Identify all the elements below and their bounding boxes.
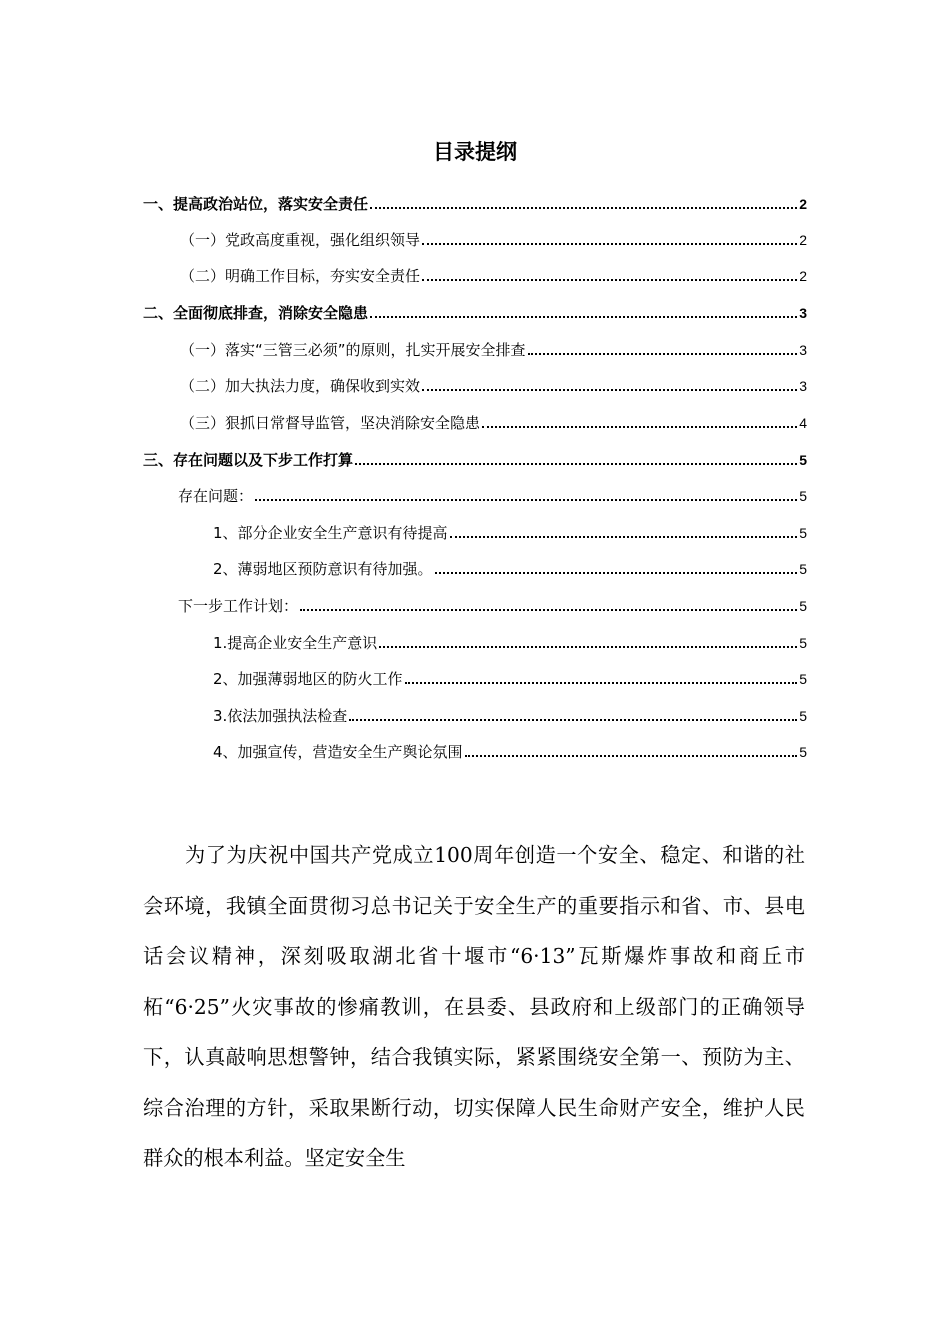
toc-entry-page: 2 — [799, 196, 807, 212]
toc-entry[interactable] — [143, 294, 807, 324]
toc-entry-page: 5 — [799, 561, 807, 577]
toc-leader-dots — [450, 536, 798, 538]
toc-entry[interactable] — [180, 331, 807, 361]
toc-leader-dots — [422, 279, 797, 281]
toc-entry-text: 2、薄弱地区预防意识有待加强。 — [213, 560, 433, 578]
toc-entry[interactable] — [213, 624, 807, 654]
toc-entry-page: 2 — [799, 232, 807, 248]
toc-entry-page: 5 — [799, 488, 807, 504]
toc-leader-dots — [370, 207, 797, 209]
toc-leader-dots — [422, 243, 797, 245]
toc-entry-page: 4 — [799, 415, 807, 431]
toc-leader-dots — [379, 646, 797, 648]
toc-title: 目录提纲 — [433, 140, 517, 164]
toc-entry[interactable] — [213, 733, 807, 763]
toc-entry-text: 二、全面彻底排查，消除安全隐患 — [143, 304, 369, 322]
body-paragraph: 为了为庆祝中国共产党成立100周年创造一个安全、稳定、和谐的社会环境，我镇全面贯彻习总书记关于安全生产的重要指示和省、市、县电话会议精神，深刻吸取湖北省十堰市“6·13”瓦斯爆炸事故和商丘市柘“6·25”火灾事故的惨痛教训，在县委、县政府和上级部门的正确领导下，认真敲响思想警钟，结合我镇实际，紧紧围绕安全第一、预防为主、综合治理的方针，采取果断行动，切实保障人民生命财产安全，维护人民群众的根本利益。坚定安全生 — [143, 843, 805, 1170]
toc-entry-text: （一）党政高度重视，强化组织领导 — [180, 231, 421, 249]
toc-entry[interactable] — [178, 587, 807, 617]
toc-entry[interactable] — [213, 660, 807, 690]
toc-entry-page: 5 — [799, 708, 807, 724]
toc-leader-dots — [465, 755, 798, 757]
toc-leader-dots — [422, 389, 797, 391]
toc-entry-page: 5 — [799, 635, 807, 651]
toc-entry[interactable] — [213, 697, 807, 727]
toc-entry-text: 存在问题： — [178, 487, 254, 505]
toc-entry-text: 3.依法加强执法检查 — [213, 707, 348, 725]
toc-entry-text: （二）明确工作目标，夯实安全责任 — [180, 267, 421, 285]
toc-entry-text: （三）狠抓日常督导监管，坚决消除安全隐患 — [180, 414, 481, 432]
toc-leader-dots — [300, 609, 797, 611]
toc-entry[interactable] — [180, 257, 807, 287]
toc-entry[interactable] — [213, 514, 807, 544]
toc-leader-dots — [355, 463, 797, 465]
toc-entry-text: 三、存在问题以及下步工作打算 — [143, 451, 354, 469]
toc-entry-text: （一）落实“三管三必须”的原则，扎实开展安全排查 — [180, 341, 526, 359]
toc-entry[interactable] — [143, 185, 807, 215]
toc-entry-page: 5 — [799, 525, 807, 541]
toc-leader-dots — [349, 719, 797, 721]
toc-leader-dots — [255, 499, 797, 501]
toc-entry-text: 下一步工作计划： — [178, 597, 299, 615]
toc-entry-text: （二）加大执法力度，确保收到实效 — [180, 377, 421, 395]
toc-entry[interactable] — [180, 404, 807, 434]
toc-leader-dots — [482, 426, 797, 428]
toc-entry-text: 1.提高企业安全生产意识 — [213, 634, 378, 652]
toc-entry-text: 1、部分企业安全生产意识有待提高 — [213, 524, 448, 542]
toc-leader-dots — [435, 572, 798, 574]
toc-entry[interactable] — [143, 441, 807, 471]
toc-entry[interactable] — [213, 550, 807, 580]
toc-leader-dots — [528, 353, 798, 355]
toc-entry-page: 3 — [799, 305, 807, 321]
toc-entry-page: 5 — [799, 671, 807, 687]
toc-entry-page: 5 — [799, 744, 807, 760]
toc-entry-page: 3 — [799, 342, 807, 358]
toc-entry-page: 3 — [799, 378, 807, 394]
toc-entry-page: 5 — [799, 598, 807, 614]
toc-leader-dots — [370, 316, 797, 318]
toc-entry-page: 2 — [799, 268, 807, 284]
toc-entry-text: 2、加强薄弱地区的防火工作 — [213, 670, 403, 688]
toc-leader-dots — [405, 682, 798, 684]
toc-entry[interactable] — [180, 367, 807, 397]
toc-entry-text: 4、加强宣传，营造安全生产舆论氛围 — [213, 743, 463, 761]
toc-entry[interactable] — [180, 221, 807, 251]
toc-entry-page: 5 — [799, 452, 807, 468]
toc-entry[interactable] — [178, 477, 807, 507]
toc-entry-text: 一、提高政治站位，落实安全责任 — [143, 195, 369, 213]
